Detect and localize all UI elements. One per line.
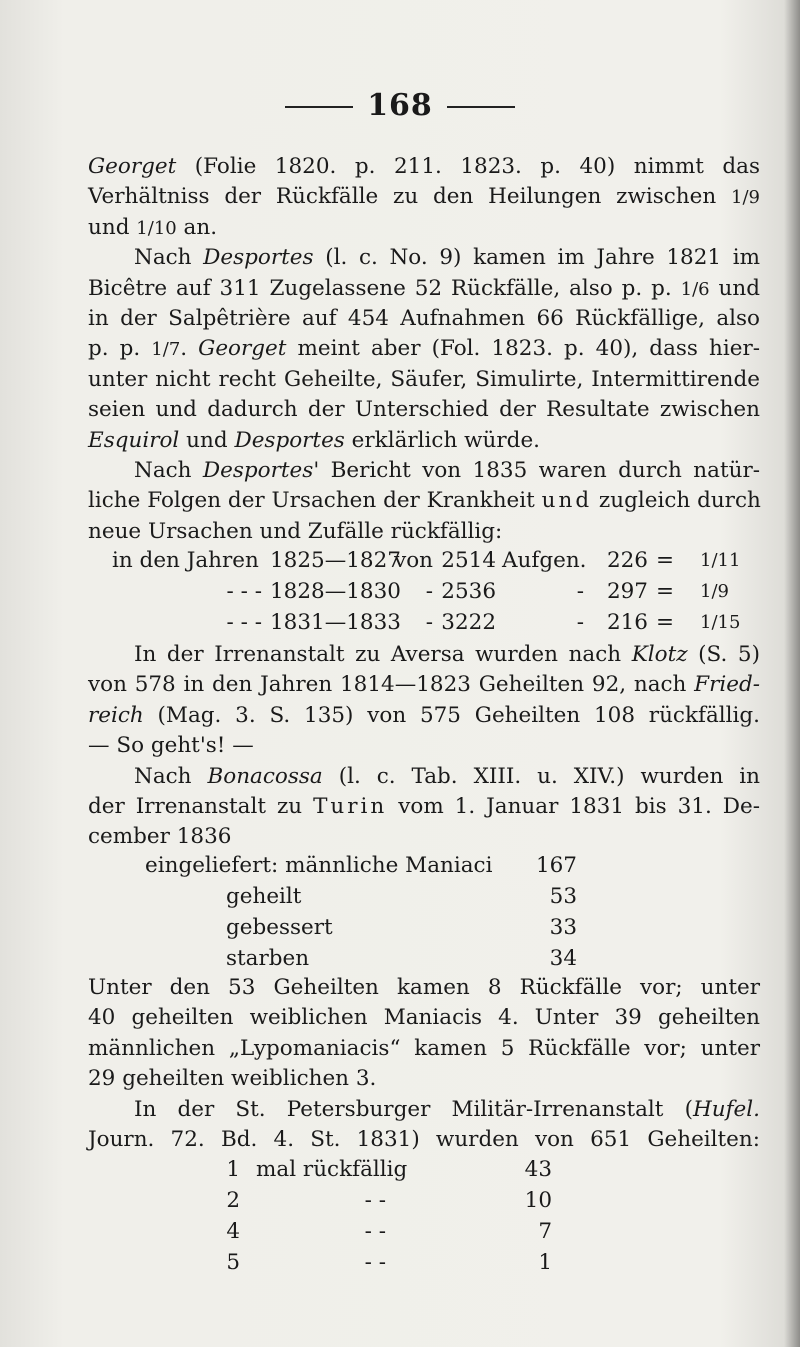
years-von: - [425,579,433,604]
text-line: Esquirol und Desportes erklärlich würde. [88,427,541,453]
text-line: seien und dadurch der Unterschied der Resultate zwischen [88,397,760,423]
years-fraction: 1/15 [700,612,741,633]
text-line: p. p. 1/7. Georget meint aber (Fol. 1823. p. 40), dass hier- [88,336,760,362]
years-range: 1831—1833 [270,610,401,635]
petersburg-label: - - [364,1250,386,1275]
turin-label: eingeliefert: männliche Maniaci [145,853,493,878]
petersburg-label: - - [364,1188,386,1213]
petersburg-times: 4 [226,1219,240,1244]
header-rule-left [285,106,353,108]
petersburg-times: 5 [226,1250,240,1275]
turin-value: 167 [535,853,577,878]
text-line: männlichen „Lypomaniacis“ kamen 5 Rückfälle vor; unter [88,1035,760,1061]
years-relapses: 216 [606,610,648,635]
text-line: Journ. 72. Bd. 4. St. 1831) wurden von 651 Geheilten: [88,1127,760,1152]
years-unit: - [576,579,584,604]
petersburg-label: - - [364,1219,386,1244]
text-line: unter nicht recht Geheilte, Säufer, Simulirte, Intermittirende [88,366,760,392]
years-unit: Aufgen. [502,548,587,573]
years-relapses: 297 [606,579,648,604]
text-line: Unter den 53 Geheilten kamen 8 Rückfälle vor; unter [88,975,760,1000]
page-header [0,88,800,123]
years-equals: = [656,579,675,604]
turin-label: gebessert [226,915,333,940]
turin-value: 53 [549,884,577,909]
years-prefix: - - - [226,579,262,604]
text-line: Nach Bonacossa (l. c. Tab. XIII. u. XIV.) wurden in [134,763,760,789]
years-fraction: 1/9 [700,581,729,602]
years-prefix: in den Jahren [112,548,259,573]
text-line: Nach Desportes (l. c. No. 9) kamen im Jahre 1821 im [134,245,760,271]
years-relapses: 226 [606,548,648,573]
text-line: 29 geheilten weiblichen 3. [88,1066,377,1092]
years-count: 3222 [441,610,496,635]
text-line: in der Salpêtrière auf 454 Aufnahmen 66 Rückfällige, also [88,306,760,331]
text-line: der Irrenanstalt zu Turin vom 1. Januar 1831 bis 31. De- [88,794,760,819]
petersburg-times: 1 [226,1157,240,1182]
years-range: 1825—1827 [270,548,401,573]
petersburg-label: mal rückfällig [256,1157,408,1182]
years-count: 2514 [441,548,496,573]
years-unit: - [576,610,584,635]
petersburg-value: 43 [524,1157,552,1182]
years-equals: = [656,548,675,573]
years-range: 1828—1830 [270,579,401,604]
petersburg-value: 10 [524,1188,552,1213]
turin-value: 33 [549,915,577,940]
years-fraction: 1/11 [700,550,741,571]
turin-label: geheilt [226,884,302,909]
text-line: und 1/10 an. [88,214,218,240]
text-line: neue Ursachen und Zufälle rückfällig: [88,518,503,544]
text-line: 40 geheilten weiblichen Maniacis 4. Unter 39 geheilten [88,1005,760,1031]
years-von: von [394,548,433,573]
text-line: In der Irrenanstalt zu Aversa wurden nach Klotz (S. 5) [134,642,760,667]
petersburg-value: 7 [538,1219,552,1244]
text-line: — So geht's! — [88,733,254,759]
years-count: 2536 [441,579,496,604]
text-line: In der St. Petersburger Militär-Irrenanstalt (Hufel. [134,1096,760,1122]
years-prefix: - - - [226,610,262,635]
petersburg-times: 2 [226,1188,240,1213]
petersburg-value: 1 [538,1250,552,1275]
years-von: - [425,610,433,635]
page-number: 168 [367,88,433,123]
turin-value: 34 [549,946,577,971]
page-edge-shadow [784,0,800,1347]
text-line: von 578 in den Jahren 1814—1823 Geheilten 92, nach Fried- [88,672,760,698]
years-equals: = [656,610,675,635]
text-line: reich (Mag. 3. S. 135) von 575 Geheilten 108 rückfällig. [88,702,760,728]
text-line: Georget (Folie 1820. p. 211. 1823. p. 40) nimmt das [88,154,760,179]
text-line: Verhältniss der Rückfälle zu den Heilungen zwischen 1/9 [88,184,760,210]
header-rule-right [447,106,515,108]
turin-label: starben [226,946,310,971]
text-line: Bicêtre auf 311 Zugelassene 52 Rückfälle, also p. p. 1/6 und [88,275,760,301]
text-line: cember 1836 [88,824,232,850]
text-line: liche Folgen der Ursachen der Krankheit und zugleich durch [88,488,761,514]
text-line: Nach Desportes' Bericht von 1835 waren durch natür- [134,458,760,483]
